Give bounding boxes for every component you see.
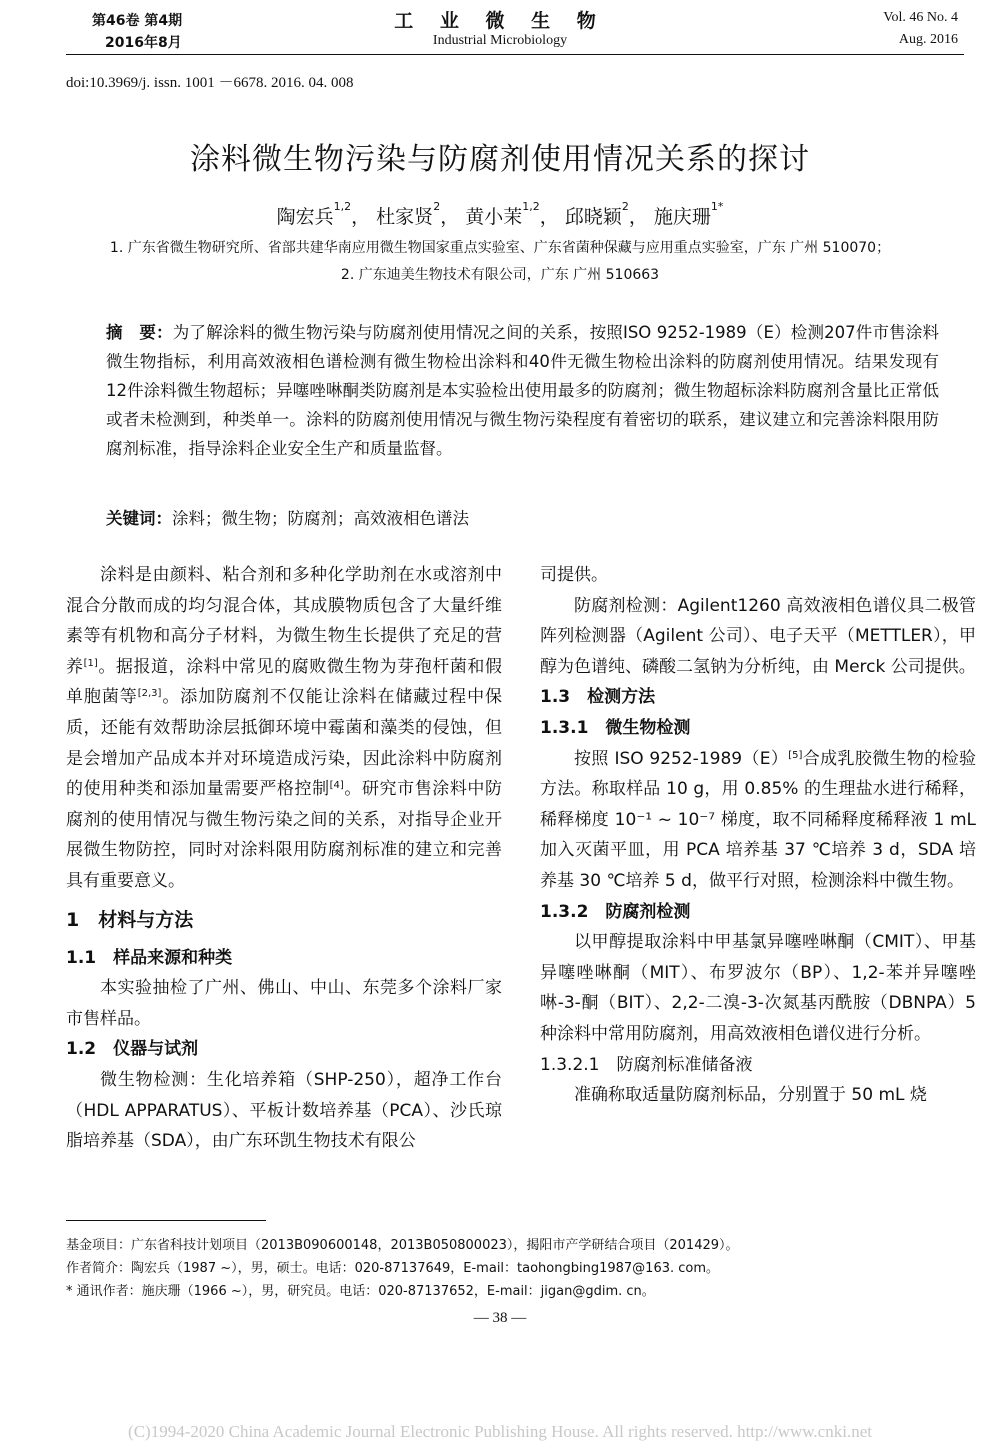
- paragraph: [540, 744, 976, 897]
- author-affil-mark: 1,2: [333, 200, 352, 213]
- copyright-watermark: (C)1994-2020 China Academic Journal Electronic Publishing House. All rights reserved. http://www.cnki.net: [128, 1422, 872, 1441]
- journal-name-cn: 工 业 微 生 物: [394, 10, 606, 32]
- paragraph: 微生物检测：生化培养箱（SHP-250），超净工作台（HDL APPARATUS）、平板计数培养基（PCA）、沙氏琼脂培养基（SDA），由广东环凯生物技术有限公: [66, 1069, 502, 1152]
- body-right-column: [540, 560, 976, 1111]
- journal-name-en: Industrial Microbiology: [432, 33, 568, 48]
- method-text-a: 按照 ISO 9252-1989（E）: [574, 748, 789, 769]
- volume-issue-en: Vol. 46 No. 4: [883, 10, 958, 25]
- author-name: 陶宏兵: [276, 206, 334, 228]
- paragraph: 准确称取适量防腐剂标品，分别置于 50 mL 烧: [574, 1085, 927, 1106]
- body-left-column: [66, 560, 502, 1157]
- footnote-author: 作者简介：陶宏兵（1987 ~），男，硕士。电话：020-87137649，E-mail：taohongbing1987@163. com。: [66, 1261, 720, 1276]
- abstract: [106, 318, 939, 463]
- date-cn: 2016年8月: [105, 35, 182, 51]
- section-heading: 1 材料与方法: [66, 908, 194, 931]
- paragraph-continuation: 司提供。: [540, 565, 608, 585]
- footnote-corresponding: * 通讯作者：施庆珊（1966 ~），男，研究员。电话：020-87137652，E-mail：jigan@gdim. cn。: [66, 1284, 655, 1299]
- author-list: 陶宏兵$^{1,2}$， 杜家贤$^2$， 黄小茉$^{1,2}$， 邱晓颖$^2$， 施庆珊$^{1*}$: [276, 200, 724, 228]
- header-rule: [66, 54, 964, 55]
- author-affil-mark: 2: [621, 200, 629, 213]
- citation-link[interactable]: [1]: [83, 657, 98, 669]
- intro-text-b: 。据报道，涂料中常见的腐败微生物为芽孢杆菌和假单胞菌等: [66, 656, 503, 708]
- subsubsubsection-heading: 1.3.2.1 防腐剂标准储备液: [540, 1054, 753, 1075]
- abstract-label: 摘 要：: [106, 323, 173, 342]
- doi: doi:10.3969/j. issn. 1001 －6678. 2016. 04. 008: [66, 75, 354, 91]
- affiliation-1: 1. 广东省微生物研究所、省部共建华南应用微生物国家重点实验室、广东省菌种保藏与应用重点实验室，广东 广州 510070；: [109, 240, 891, 256]
- citation-link[interactable]: [5]: [788, 749, 803, 761]
- page-number: — 38 —: [473, 1310, 527, 1326]
- abstract-text: 为了解涂料的微生物污染与防腐剂使用情况之间的关系，按照ISO 9252-1989（E）检测207件市售涂料微生物指标，利用高效液相色谱检测有微生物检出涂料和40件无微生物检出涂料的防腐剂使用情况。结果发现有12件涂料微生物超标；异噻唑啉酮类防腐剂是本实验检出使用最多的防腐剂；微生物超标涂料防腐剂含量比正常低或者未检测到，种类单一。涂料的防腐剂使用情况与微生物污染程度有着密切的联系，建议建立和完善涂料限用防腐剂标准，指导涂料企业安全生产和质量监督。: [106, 323, 940, 458]
- keywords-label: 关键词：: [106, 509, 172, 528]
- subsubsection-heading: 1.3.2 防腐剂检测: [540, 901, 691, 922]
- author-affil-mark: 1*: [710, 200, 724, 213]
- footnote-funding: 基金项目：广东省科技计划项目（2013B090600148，2013B050800023），揭阳市产学研结合项目（201429）。: [66, 1238, 739, 1253]
- footnote-rule: [66, 1220, 266, 1221]
- paragraph: 防腐剂检测：Agilent1260 高效液相色谱仪具二极管阵列检测器（Agilent 公司）、电子天平（METTLER），甲醇为色谱纯、磷酸二氢钠为分析纯，由 Merck 公司提供。: [540, 595, 976, 677]
- subsection-heading: 1.3 检测方法: [540, 687, 656, 708]
- author-name: 杜家贤: [376, 206, 434, 228]
- author-name: 施庆珊: [653, 206, 711, 228]
- intro-text-a: 涂料是由颜料、粘合剂和多种化学助剂在水或溶剂中混合分散而成的均匀混合体，其成膜物质包含了大量纤维素等有机物和高分子材料，为微生物生长提供了充足的营养: [66, 565, 502, 677]
- keywords-text: 涂料；微生物；防腐剂；高效液相色谱法: [172, 509, 469, 528]
- date-en: Aug. 2016: [898, 32, 958, 47]
- affiliation-2: 2. 广东迪美生物技术有限公司，广东 广州 510663: [340, 267, 660, 283]
- citation-link[interactable]: [4]: [329, 780, 344, 792]
- intro-text-d: 。研究市售涂料中防腐剂的使用情况与微生物污染之间的关系，对指导企业开展微生物防控，同时对涂料限用防腐剂标准的建立和完善具有重要意义。: [66, 779, 503, 891]
- volume-issue-cn: 第46卷 第4期: [92, 13, 183, 29]
- subsubsection-heading: 1.3.1 微生物检测: [540, 717, 691, 738]
- subsection-heading: 1.1 样品来源和种类: [66, 947, 233, 968]
- author-name: 黄小茉: [465, 206, 523, 228]
- subsection-heading: 1.2 仪器与试剂: [66, 1039, 199, 1060]
- author-affil-mark: 2: [433, 200, 441, 213]
- keywords: [106, 505, 939, 529]
- method-text-b: 合成乳胶微生物的检验方法。称取样品 10 g，用 0.85% 的生理盐水进行稀释，稀释梯度 10⁻¹ ~ 10⁻⁷ 梯度，取不同稀释度稀释液 1 mL 加入灭菌平皿，用 PCA 培养基 37 ℃培养 3 d，SDA 培养基 30 ℃培养 5 d，做平行对照，检测涂料中微生物。: [540, 748, 976, 891]
- citation-link[interactable]: [2,3]: [137, 688, 162, 700]
- paragraph: 本实验抽检了广州、佛山、中山、东莞多个涂料厂家市售样品。: [66, 978, 502, 1029]
- intro-paragraph: [66, 560, 502, 897]
- paragraph: 以甲醇提取涂料中甲基氯异噻唑啉酮（CMIT）、甲基异噻唑啉酮（MIT）、布罗波尔（BP）、1,2-苯并异噻唑啉-3-酮（BIT）、2,2-二溴-3-次氮基丙酰胺（DBNPA）5 种涂料中常用防腐剂，用高效液相色谱仪进行分析。: [540, 932, 976, 1044]
- author-affil-mark: 1,2: [522, 200, 540, 213]
- author-name: 邱晓颖: [564, 206, 622, 228]
- intro-text-c: 。添加防腐剂不仅能让涂料在储藏过程中保质，还能有效帮助涂层抵御环境中霉菌和藻类的侵蚀，但是会增加产品成本并对环境造成污染，因此涂料中防腐剂的使用种类和添加量需要严格控制: [66, 687, 503, 800]
- paper-title: 涂料微生物污染与防腐剂使用情况关系的探讨: [190, 142, 810, 177]
